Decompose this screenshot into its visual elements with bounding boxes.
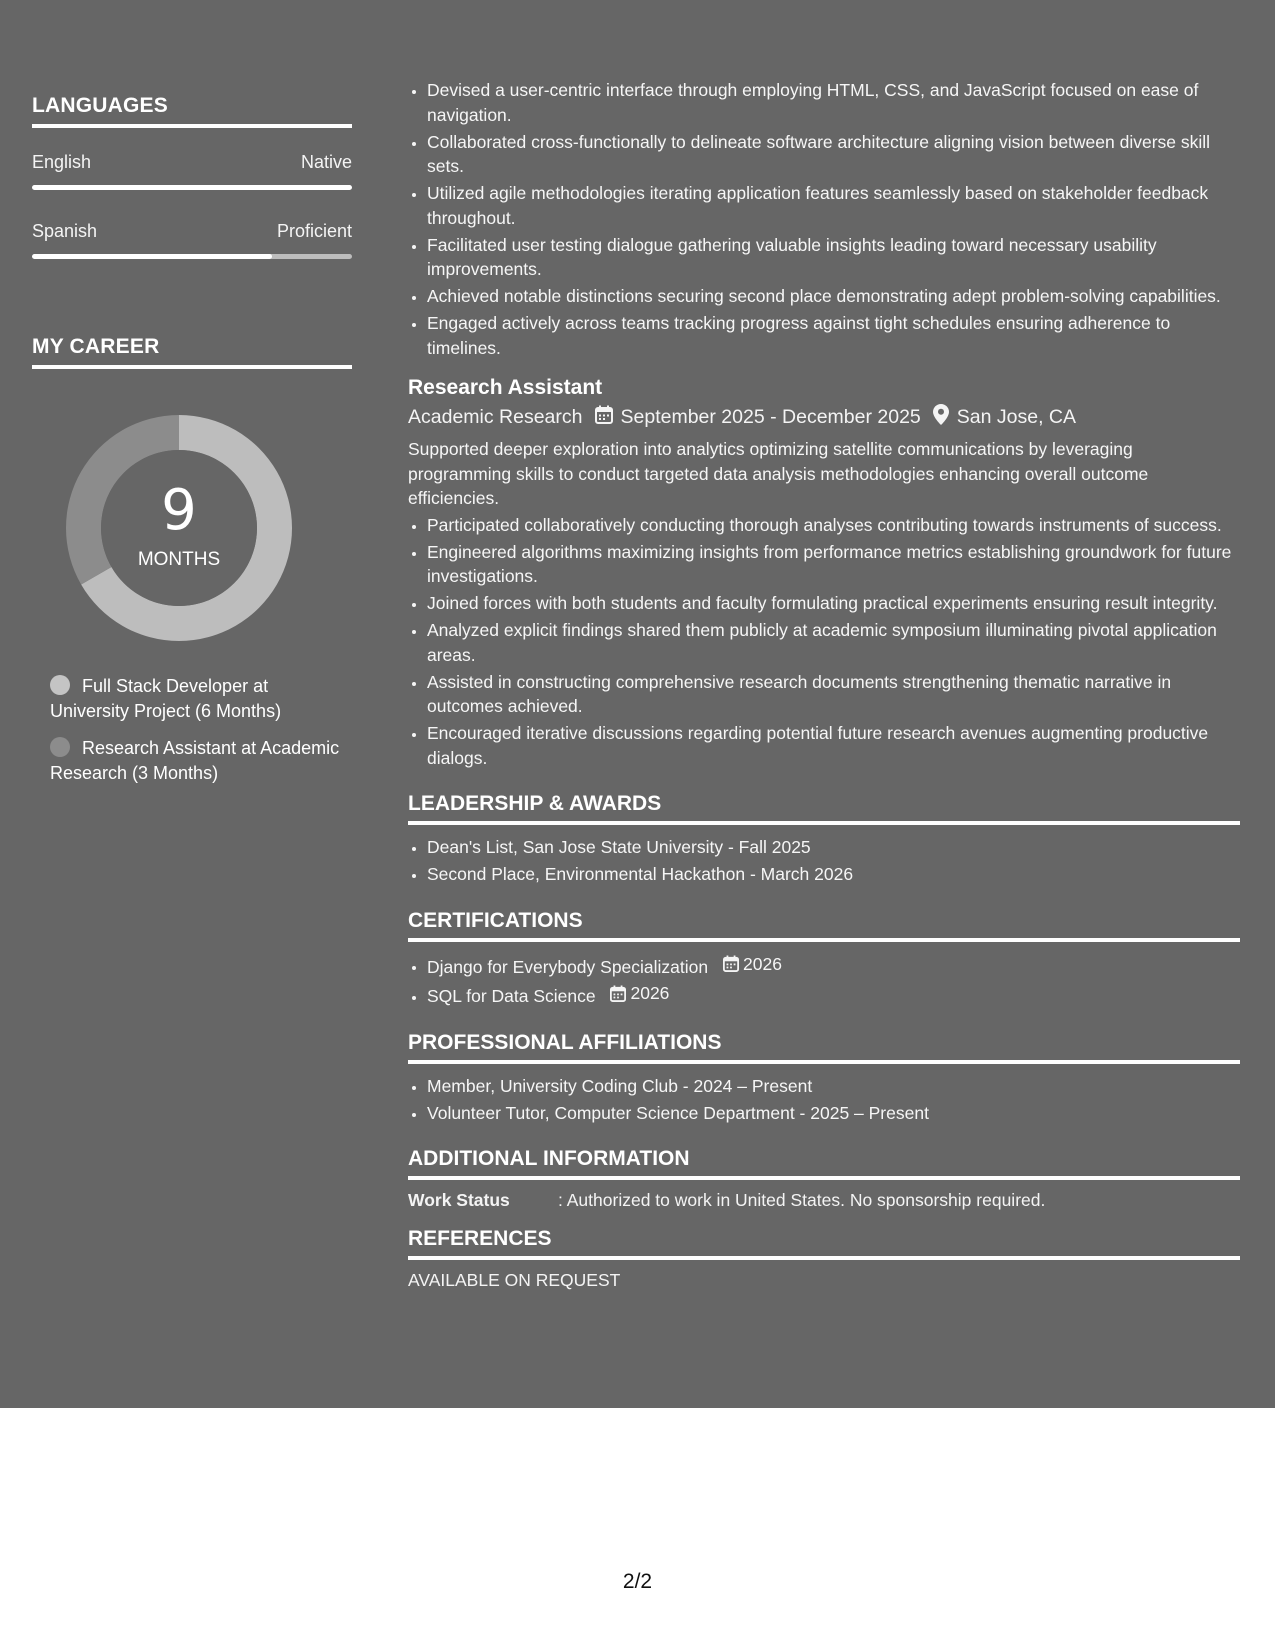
list-item: • Second Place, Environmental Hackathon - March 2026 [427, 862, 1240, 887]
list-item: • Utilized agile methodologies iterating application features seamlessly based on stakeholder feedback throughout. [427, 181, 1240, 230]
certification-year [610, 981, 669, 1006]
career-total-value: 9 [161, 478, 197, 543]
language-proficiency-bar [32, 254, 352, 259]
certification-name: Django for Everybody Specialization [427, 956, 709, 977]
language-proficiency-fill [32, 185, 352, 190]
language-name: Spanish [32, 221, 98, 241]
affiliations-list [408, 1074, 1240, 1126]
languages-section [32, 94, 352, 128]
calendar-icon [723, 955, 739, 972]
list-item: • Member, University Coding Club - 2024 – Present [427, 1074, 1240, 1099]
career-section [32, 335, 352, 369]
language-level: Native [300, 152, 352, 172]
career-legend-label: Full Stack Developer at University Project (6 Months) [50, 676, 282, 721]
career-heading: MY CAREER [32, 335, 352, 369]
language-proficiency-fill [32, 254, 272, 259]
career-total-unit: MONTHS [137, 549, 221, 570]
calendar-icon [610, 985, 626, 1002]
right-column [408, 78, 1240, 1291]
list-item: • Volunteer Tutor, Computer Science Department - 2025 – Present [427, 1101, 1240, 1126]
certification-year [723, 952, 782, 977]
list-item: • Participated collaboratively conducting thorough analyses contributing towards instruments of success. [427, 513, 1240, 538]
job-organization: Academic Research [408, 406, 583, 428]
leadership-heading: LEADERSHIP & AWARDS [408, 792, 1240, 825]
job-description: Supported deeper exploration into analytics optimizing satellite communications by leveraging programming skills to conduct targeted data analysis methodologies enhancing overall outcome efficiencies. [408, 439, 1149, 508]
leadership-list [408, 835, 1240, 887]
certifications-list [408, 952, 1240, 1009]
work-status-label: Work Status [408, 1190, 510, 1210]
affiliations-heading: PROFESSIONAL AFFILIATIONS [408, 1031, 1240, 1064]
language-name: English [32, 152, 92, 172]
career-legend-item [50, 736, 350, 786]
job-location: San Jose, CA [956, 406, 1076, 428]
job-meta [408, 404, 1240, 431]
references-text: AVAILABLE ON REQUEST [408, 1270, 621, 1290]
references-heading: REFERENCES [408, 1227, 1240, 1260]
calendar-icon [595, 405, 613, 430]
job-bullets [408, 513, 1240, 771]
list-item: • Assisted in constructing comprehensive research documents strengthening thematic narrative in outcomes achieved. [427, 670, 1240, 719]
legend-dot-icon [50, 737, 70, 757]
career-donut-center [66, 415, 292, 641]
certification-year-text: 2026 [630, 983, 670, 1004]
list-item: • Achieved notable distinctions securing second place demonstrating adept problem-solving capabilities. [427, 284, 1240, 309]
list-item: • Encouraged iterative discussions regarding potential future research avenues augmenting productive dialogs. [427, 721, 1240, 770]
job-title: Research Assistant [408, 376, 603, 399]
career-legend-label: Research Assistant at Academic Research (3 Months) [50, 738, 340, 783]
work-status-value: : Authorized to work in United States. No sponsorship required. [558, 1190, 1046, 1210]
job-dates: September 2025 - December 2025 [620, 406, 921, 428]
work-status-row [408, 1190, 1240, 1211]
career-donut-chart [66, 415, 292, 641]
experience-continued-bullets [408, 78, 1240, 360]
certifications-heading: CERTIFICATIONS [408, 909, 1240, 942]
legend-dot-icon [50, 675, 70, 695]
certification-name: SQL for Data Science [427, 986, 596, 1006]
list-item: • Analyzed explicit findings shared them publicly at academic symposium illuminating pivotal application areas. [427, 618, 1240, 667]
list-item: • Facilitated user testing dialogue gathering valuable insights leading toward necessary usability improvements. [427, 233, 1240, 282]
list-item: • Joined forces with both students and faculty formulating practical experiments ensuring result integrity. [427, 591, 1240, 616]
career-legend-item [50, 674, 350, 724]
list-item: • Collaborated cross-functionally to delineate software architecture aligning vision between diverse skill sets. [427, 130, 1240, 179]
certification-year-text: 2026 [743, 953, 782, 974]
additional-info-heading: ADDITIONAL INFORMATION [408, 1147, 1240, 1180]
location-pin-icon [933, 404, 949, 431]
list-item [427, 952, 1240, 979]
list-item: • Engaged actively across teams tracking progress against tight schedules ensuring adherence to timelines. [427, 311, 1240, 360]
language-level: Proficient [276, 221, 352, 241]
page-number: 2/2 [622, 1570, 653, 1593]
list-item: • Engineered algorithms maximizing insights from performance metrics establishing groundwork for future investigations. [427, 540, 1240, 589]
list-item [427, 981, 1240, 1008]
list-item: • Devised a user-centric interface through employing HTML, CSS, and JavaScript focused on ease of navigation. [427, 78, 1240, 127]
language-proficiency-bar [32, 185, 352, 190]
list-item: • Dean's List, San Jose State University - Fall 2025 [427, 835, 1240, 860]
languages-heading: LANGUAGES [32, 94, 352, 128]
